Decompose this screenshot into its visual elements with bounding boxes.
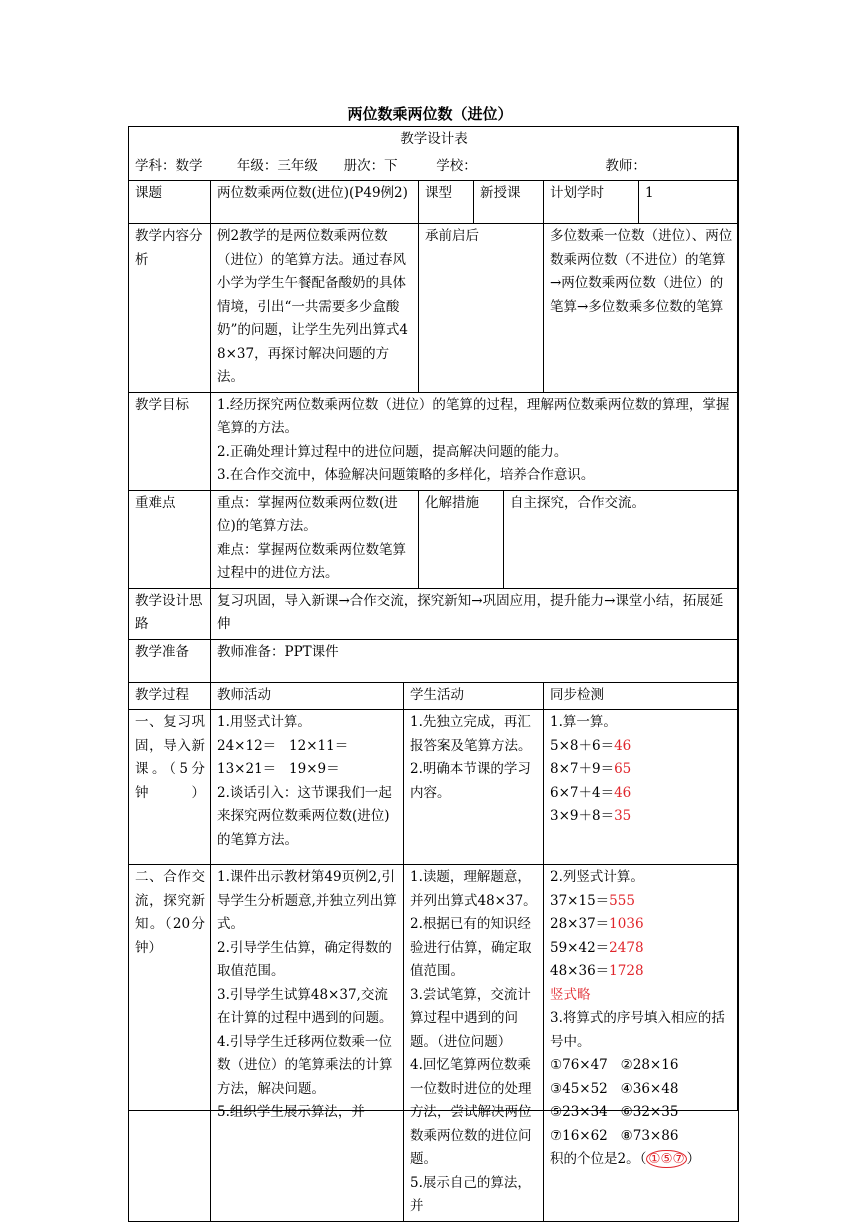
- stage2-check3-item: ⑤23×34 ⑥32×35: [550, 1104, 679, 1120]
- answer: 555: [609, 892, 635, 909]
- answer: 1728: [609, 963, 644, 979]
- stage2-student-line: 1.读题，理解题意，并列出算式48×37。: [410, 869, 537, 909]
- stage2-teacher-line: 1.课件出示教材第49页例2,引导学生分析题意,并独立列出算式。: [217, 869, 397, 932]
- vertical-form-note: 竖式略: [550, 986, 591, 1003]
- continuity-content: 多位数乘一位数（进位）、两位数乘两位数（不进位）的笔算→两位数乘两位数（进位）的笔算→多位数乘多位数的笔算: [544, 224, 739, 393]
- stage2-teacher-line: 5.组织学生展示算法，并: [217, 1104, 365, 1120]
- stage2-check3-title: 3.将算式的序号填入相应的括号中。: [550, 1010, 725, 1050]
- stage1-check-item: [550, 805, 733, 829]
- table-subtitle: 教学设计表: [129, 127, 739, 154]
- stage1-check-title: 1.算一算。: [550, 714, 617, 730]
- question: 59×42＝: [550, 939, 610, 956]
- question: 6×7＋4＝: [550, 784, 615, 801]
- measures-value: 自主探究，合作交流。: [504, 490, 739, 588]
- answer: 35: [614, 808, 632, 824]
- stage2-teacher-line: 4.引导学生迁移两位数乘一位数（进位）的笔算乘法的计算方法，解决问题。: [217, 1033, 393, 1097]
- stage1-student-line: 1.先独立完成，再汇报答案及笔算方法。: [410, 714, 532, 754]
- stage2-student-line: 4.回忆笔算两位数乘一位数时进位的处理方法，尝试解决两位数乘两位数的进位问题。: [410, 1057, 532, 1167]
- stage1-check: [544, 710, 739, 865]
- design-idea-label: 教学设计思路: [129, 588, 211, 639]
- topic-value: 两位数乘两位数(进位)(P49例2): [211, 181, 419, 224]
- student-activity-header: 学生活动: [404, 682, 544, 710]
- answer: 46: [614, 784, 632, 801]
- design-idea-content: 复习巩固，导入新课→合作交流，探究新知→巩固应用，提升能力→课堂小结，拓展延伸: [211, 588, 739, 639]
- stage2-check3-item: ⑦16×62 ⑧73×86: [550, 1127, 679, 1144]
- question: 8×7＋9＝: [550, 761, 615, 777]
- stage2-teacher-line: 3.引导学生试算48×37,交流在计算的过程中遇到的问题。: [217, 986, 393, 1026]
- lesson-design-table: [128, 126, 739, 1222]
- answer: 2478: [609, 939, 644, 956]
- planned-hours-label: 计划学时: [544, 181, 639, 224]
- stage1-teacher-line: 1.用竖式计算。: [217, 714, 311, 730]
- goals-label: 教学目标: [129, 392, 211, 490]
- answer: 65: [614, 761, 632, 777]
- stage2-check: [544, 865, 739, 1222]
- lesson-type-value: 新授课: [474, 181, 544, 224]
- stage2-label: 二、合作交流，探究新知。（20分钟）: [129, 865, 211, 1222]
- preparation-label: 教学准备: [129, 639, 211, 682]
- close-paren: ）: [686, 1151, 701, 1167]
- stage2-check-title: 2.列竖式计算。: [550, 869, 644, 885]
- stage1-check-item: [550, 735, 733, 759]
- key-point: 重点：掌握两位数乘两位数(进位)的笔算方法。: [217, 494, 398, 534]
- meta-line: 学科：数学 年级：三年级 册次：下 学校： 教师：: [129, 154, 739, 181]
- stage2-check-item: [550, 913, 733, 937]
- lesson-type-label: 课型: [419, 181, 474, 224]
- stage2-teacher-line: 2.引导学生估算，确定得数的取值范围。: [217, 939, 392, 979]
- goal-item: 3.在合作交流中，体验解决问题策略的多样化，培养合作意识。: [217, 467, 595, 483]
- stage1-teacher-line: 13×21＝ 19×9＝: [217, 761, 340, 777]
- stage1-student-line: 2.明确本节课的学习内容。: [410, 761, 531, 801]
- stage1-student: [404, 710, 544, 865]
- question: 48×36＝: [550, 963, 610, 979]
- stage1-teacher: [211, 710, 404, 865]
- stage2-check3-answer-line: [550, 1148, 733, 1172]
- question: 28×37＝: [550, 916, 610, 932]
- document-title: 两位数乘两位数（进位）: [347, 105, 513, 123]
- planned-hours-value: 1: [639, 181, 739, 224]
- key-points-label: 重难点: [129, 490, 211, 588]
- stage1-check-item: [550, 782, 733, 806]
- stage2-student-line: 3.尝试笔算，交流计算过程中遇到的问题。（进位问题）: [410, 986, 531, 1050]
- preparation-content: 教师准备：PPT课件: [211, 639, 739, 682]
- process-header: 教学过程: [129, 682, 211, 710]
- answer: 1036: [609, 916, 644, 932]
- key-points-content: [211, 490, 419, 588]
- analysis-label: 教学内容分析: [129, 224, 211, 393]
- goal-item: 2.正确处理计算过程中的进位问题，提高解决问题的能力。: [217, 443, 568, 460]
- stage1-teacher-line: 24×12＝ 12×11＝: [217, 737, 349, 754]
- stage1-check-item: [550, 758, 733, 782]
- stage2-student-line: 2.根据已有的知识经验进行估算，确定取值范围。: [410, 916, 532, 979]
- prompt: 积的个位是2。（: [550, 1151, 647, 1167]
- analysis-content: 例2教学的是两位数乘两位数（进位）的笔算方法。通过春风小学为学生午餐配备酸奶的具体情境，引出“一共需要多少盒酸奶”的问题，让学生先列出算式48×37，再探讨解决问题的方法。: [211, 224, 419, 393]
- stage1-label: 一、复习巩固，导入新课。（5分钟）: [129, 710, 211, 865]
- stage2-check-item: [550, 937, 733, 961]
- stage2-teacher: [211, 865, 404, 1222]
- teacher-activity-header: 教师活动: [211, 682, 404, 710]
- continuity-label: 承前启后: [419, 224, 544, 393]
- goal-item: 1.经历探究两位数乘两位数（进位）的笔算的过程，理解两位数乘两位数的算理，掌握笔算的方法。: [217, 396, 730, 436]
- circled-answer: ①⑤⑦: [648, 1151, 685, 1167]
- difficulty-point: 难点：掌握两位数乘两位数笔算过程中的进位方法。: [217, 541, 406, 581]
- topic-label: 课题: [129, 181, 211, 224]
- stage2-check-item: [550, 960, 733, 984]
- measures-label: 化解措施: [419, 490, 504, 588]
- stage2-check3-item: ③45×52 ④36×48: [550, 1080, 679, 1097]
- goals-content: [211, 392, 739, 490]
- stage2-student: [404, 865, 544, 1222]
- stage2-check3-item: ①76×47 ②28×16: [550, 1057, 679, 1073]
- question: 37×15＝: [550, 892, 610, 909]
- stage2-check-item: [550, 890, 733, 914]
- question: 3×9＋8＝: [550, 808, 615, 824]
- answer: 46: [614, 737, 632, 754]
- sync-check-header: 同步检测: [544, 682, 739, 710]
- stage2-student-line: 5.展示自己的算法，并: [410, 1174, 531, 1214]
- question: 5×8＋6＝: [550, 737, 615, 754]
- stage1-teacher-line: 2.谈话引入：这节课我们一起来探究两位数乘两位数(进位)的笔算方法。: [217, 784, 392, 848]
